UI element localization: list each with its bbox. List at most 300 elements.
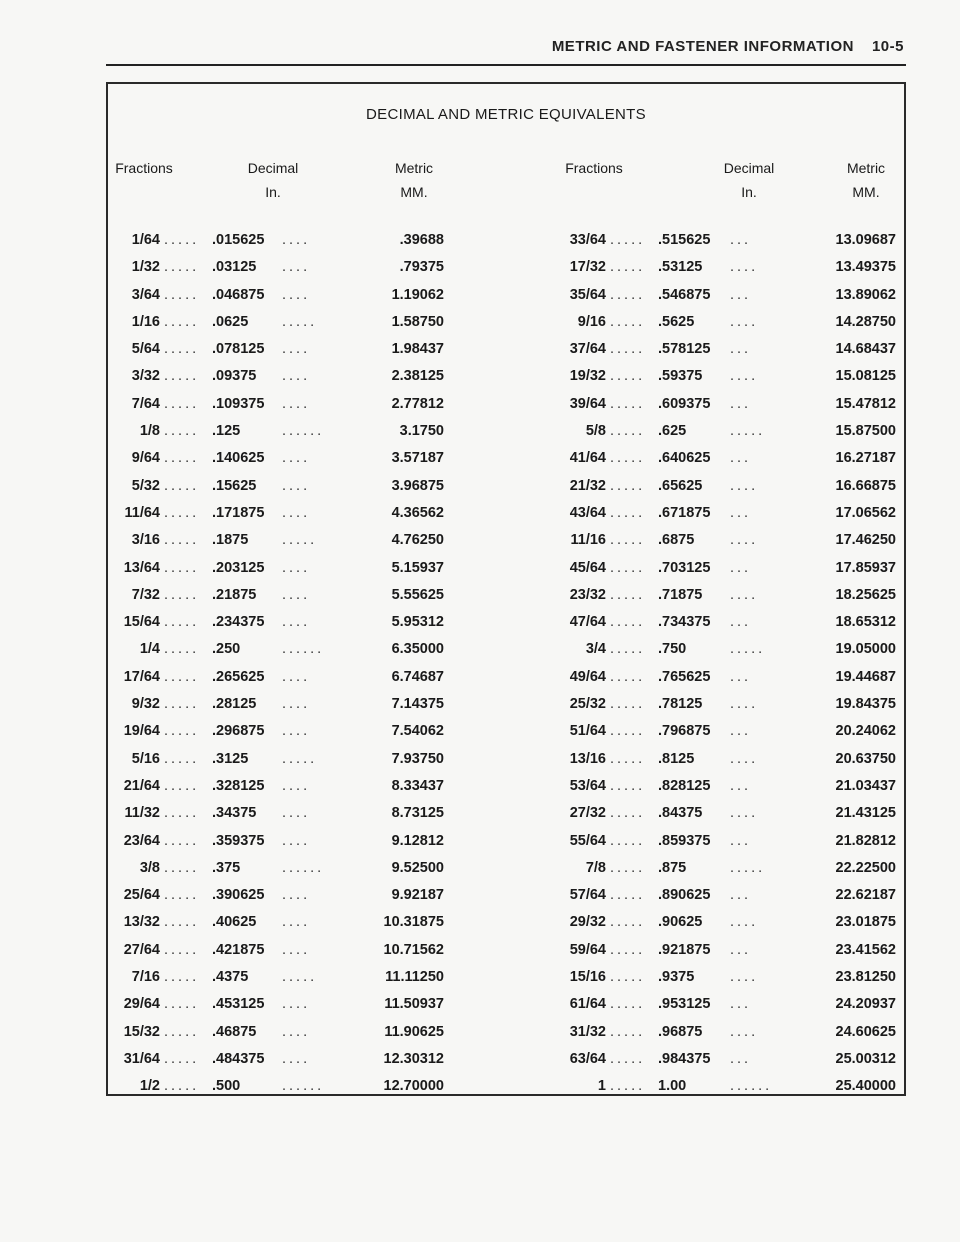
right-frac-cell: 55/64 xyxy=(569,832,606,849)
right-frac-cell: 63/64 xyxy=(569,1050,606,1067)
left-d2-cell: .... xyxy=(282,696,311,713)
right-mm-cell: 20.63750 xyxy=(835,750,896,767)
right-mm-cell: 15.47812 xyxy=(835,395,896,412)
right-frac-cell: 57/64 xyxy=(569,887,606,904)
left-d2-cell: ..... xyxy=(282,313,318,330)
right-dec-cell: .78125 xyxy=(658,696,703,713)
right-frac-cell: 33/64 xyxy=(569,232,606,248)
right-dec-cell: .609375 xyxy=(658,395,711,412)
left-d1-cell: ..... xyxy=(164,668,200,685)
left-d2-cell: .... xyxy=(282,1050,311,1067)
left-d2-cell: ..... xyxy=(282,532,318,549)
left-d2-cell: .... xyxy=(282,395,311,412)
right-d1-cell: ..... xyxy=(610,313,646,330)
left-mm-cell: 5.55625 xyxy=(391,586,444,603)
table-title: DECIMAL AND METRIC EQUIVALENTS xyxy=(366,106,646,123)
left-d1-cell: ..... xyxy=(164,887,200,904)
left-mm-cell: 9.52500 xyxy=(391,859,444,876)
right-mm-cell: 13.09687 xyxy=(835,232,896,248)
right-d2-cell: ... xyxy=(730,450,752,467)
left-mm-cell: 6.74687 xyxy=(391,668,444,685)
left-mm-cell: 1.19062 xyxy=(391,286,444,303)
left-d1-cell: ..... xyxy=(164,641,200,658)
right-dec-cell: .625 xyxy=(658,423,687,440)
right-d2-cell: ... xyxy=(730,559,752,576)
right-dec-cell: .59375 xyxy=(658,368,703,385)
right-d1-cell: ..... xyxy=(610,696,646,713)
left-frac-cell: 11/32 xyxy=(124,805,160,822)
left-dec-cell: .296875 xyxy=(212,723,265,740)
left-d1-cell: ..... xyxy=(164,941,200,958)
right-d2-cell: .... xyxy=(730,477,759,494)
left-mm-cell: 3.96875 xyxy=(391,477,444,494)
right-frac-cell: 15/16 xyxy=(569,969,606,986)
right-dec-cell: .734375 xyxy=(658,614,711,631)
left-mm-cell: 11.90625 xyxy=(384,1023,444,1040)
right-dec-cell: .5625 xyxy=(658,313,695,330)
left-mm-cell: 5.95312 xyxy=(391,614,444,631)
table-row xyxy=(108,450,904,477)
left-frac-cell: 3/8 xyxy=(139,859,160,876)
left-dec-cell: .21875 xyxy=(212,586,257,603)
left-d1-cell: ..... xyxy=(164,1078,200,1095)
right-metric-header: Metric xyxy=(846,160,886,176)
right-dec-cell: 1.00 xyxy=(658,1078,687,1095)
right-mm-cell: 15.87500 xyxy=(835,423,896,440)
left-fractions-header: Fractions xyxy=(115,160,173,176)
left-dec-cell: .265625 xyxy=(212,668,265,685)
table-row xyxy=(108,532,904,559)
left-dec-cell: .34375 xyxy=(212,805,257,822)
left-frac-cell: 5/32 xyxy=(131,477,160,494)
left-d1-cell: ..... xyxy=(164,450,200,467)
left-d2-cell: ...... xyxy=(282,423,325,440)
left-d2-cell: ...... xyxy=(282,859,325,876)
left-dec-cell: .28125 xyxy=(212,696,257,713)
left-frac-cell: 9/32 xyxy=(131,696,160,713)
right-d1-cell: ..... xyxy=(610,423,646,440)
left-dec-cell: .359375 xyxy=(212,832,265,849)
right-d1-cell: ..... xyxy=(610,941,646,958)
right-d1-cell: ..... xyxy=(610,996,646,1013)
right-frac-cell: 9/16 xyxy=(577,313,606,330)
table-row xyxy=(108,341,904,368)
left-d1-cell: ..... xyxy=(164,805,200,822)
table-row xyxy=(108,887,904,914)
table-row xyxy=(108,833,904,860)
left-mm-cell: 1.98437 xyxy=(391,341,444,358)
left-mm-cell: 11.11250 xyxy=(385,969,444,986)
right-d2-cell: ... xyxy=(730,723,752,740)
right-frac-cell: 27/32 xyxy=(569,805,606,822)
left-dec-cell: .03125 xyxy=(212,259,257,276)
left-d2-cell: .... xyxy=(282,777,311,794)
left-d1-cell: ..... xyxy=(164,313,200,330)
left-frac-cell: 23/64 xyxy=(123,832,160,849)
right-d1-cell: ..... xyxy=(610,586,646,603)
table-row xyxy=(108,1078,904,1105)
header-rule xyxy=(106,64,906,66)
section-title: METRIC AND FASTENER INFORMATION xyxy=(551,38,854,55)
right-frac-cell: 29/32 xyxy=(569,914,606,931)
left-frac-cell: 15/64 xyxy=(123,614,160,631)
right-d2-cell: .... xyxy=(730,313,759,330)
table-row xyxy=(108,396,904,423)
left-mm-cell: 10.31875 xyxy=(383,914,444,931)
left-dec-cell: .3125 xyxy=(212,750,249,767)
left-dec-cell: .1875 xyxy=(212,532,249,549)
left-d2-cell: .... xyxy=(282,232,311,248)
left-frac-cell: 5/64 xyxy=(131,341,160,358)
right-mm-cell: 14.28750 xyxy=(835,313,896,330)
right-d1-cell: ..... xyxy=(610,1078,646,1095)
right-d2-cell: .... xyxy=(730,368,759,385)
right-d1-cell: ..... xyxy=(610,395,646,412)
left-d1-cell: ..... xyxy=(164,586,200,603)
right-fractions-header: Fractions xyxy=(565,160,623,176)
left-d1-cell: ..... xyxy=(164,832,200,849)
right-d2-cell: .... xyxy=(730,750,759,767)
right-d2-cell: ... xyxy=(730,668,752,685)
right-d2-cell: .... xyxy=(730,914,759,931)
right-frac-cell: 17/32 xyxy=(569,259,606,276)
left-mm-cell: 4.76250 xyxy=(391,532,444,549)
right-d2-cell: ... xyxy=(730,286,752,303)
left-mm-cell: 3.1750 xyxy=(399,423,444,440)
right-frac-cell: 5/8 xyxy=(585,423,606,440)
right-d2-cell: ...... xyxy=(730,1078,773,1095)
table-row xyxy=(108,969,904,996)
right-dec-cell: .953125 xyxy=(658,996,711,1013)
table-row xyxy=(108,287,904,314)
left-d1-cell: ..... xyxy=(164,532,200,549)
right-mm-cell: 24.60625 xyxy=(835,1023,896,1040)
right-d1-cell: ..... xyxy=(610,914,646,931)
table-row xyxy=(108,232,904,259)
right-frac-cell: 21/32 xyxy=(569,477,606,494)
left-d1-cell: ..... xyxy=(164,777,200,794)
right-dec-cell: .859375 xyxy=(658,832,711,849)
right-metric-unit: MM. xyxy=(852,184,880,200)
left-frac-cell: 7/16 xyxy=(131,969,160,986)
table-row xyxy=(108,560,904,587)
left-d1-cell: ..... xyxy=(164,859,200,876)
table-row xyxy=(108,1024,904,1051)
right-d1-cell: ..... xyxy=(610,532,646,549)
left-d2-cell: .... xyxy=(282,941,311,958)
left-d2-cell: .... xyxy=(282,914,311,931)
left-mm-cell: 7.93750 xyxy=(391,750,444,767)
left-d1-cell: ..... xyxy=(164,477,200,494)
right-d2-cell: .... xyxy=(730,259,759,276)
right-d1-cell: ..... xyxy=(610,969,646,986)
left-dec-cell: .15625 xyxy=(212,477,257,494)
left-d1-cell: ..... xyxy=(164,368,200,385)
left-mm-cell: 10.71562 xyxy=(383,941,444,958)
left-d1-cell: ..... xyxy=(164,259,200,276)
right-dec-cell: .875 xyxy=(658,859,687,876)
right-frac-cell: 39/64 xyxy=(569,395,606,412)
left-d1-cell: ..... xyxy=(164,723,200,740)
left-mm-cell: 4.36562 xyxy=(391,504,444,521)
right-d1-cell: ..... xyxy=(610,750,646,767)
right-dec-cell: .750 xyxy=(658,641,687,658)
right-mm-cell: 18.65312 xyxy=(835,614,896,631)
left-d2-cell: .... xyxy=(282,504,311,521)
left-frac-cell: 1/32 xyxy=(131,259,160,276)
left-d1-cell: ..... xyxy=(164,996,200,1013)
left-d2-cell: .... xyxy=(282,586,311,603)
left-frac-cell: 1/2 xyxy=(139,1078,160,1095)
page-number: 10-5 xyxy=(871,38,904,55)
left-mm-cell: 11.50937 xyxy=(384,996,444,1013)
left-d2-cell: .... xyxy=(282,559,311,576)
left-frac-cell: 7/32 xyxy=(131,586,160,603)
right-mm-cell: 22.22500 xyxy=(835,859,896,876)
left-d2-cell: .... xyxy=(282,805,311,822)
right-d2-cell: ... xyxy=(730,887,752,904)
left-dec-cell: .078125 xyxy=(212,341,265,358)
right-mm-cell: 15.08125 xyxy=(835,368,896,385)
right-d2-cell: .... xyxy=(730,969,759,986)
right-dec-cell: .71875 xyxy=(658,586,703,603)
right-d1-cell: ..... xyxy=(610,232,646,248)
right-d2-cell: ... xyxy=(730,996,752,1013)
left-frac-cell: 3/64 xyxy=(131,286,160,303)
right-dec-cell: .546875 xyxy=(658,286,711,303)
right-frac-cell: 43/64 xyxy=(569,504,606,521)
left-d2-cell: .... xyxy=(282,259,311,276)
left-d2-cell: ...... xyxy=(282,641,325,658)
table-row xyxy=(108,368,904,395)
right-d1-cell: ..... xyxy=(610,641,646,658)
left-dec-cell: .015625 xyxy=(212,232,265,248)
right-dec-cell: .796875 xyxy=(658,723,711,740)
running-head xyxy=(552,38,904,55)
right-d1-cell: ..... xyxy=(610,477,646,494)
table-row xyxy=(108,587,904,614)
left-frac-cell: 25/64 xyxy=(123,887,160,904)
left-d1-cell: ..... xyxy=(164,423,200,440)
left-frac-cell: 7/64 xyxy=(131,395,160,412)
right-dec-cell: .65625 xyxy=(658,477,703,494)
table-row xyxy=(108,259,904,286)
right-mm-cell: 24.20937 xyxy=(835,996,896,1013)
left-frac-cell: 9/64 xyxy=(131,450,160,467)
left-frac-cell: 3/16 xyxy=(131,532,160,549)
left-frac-cell: 1/16 xyxy=(131,313,160,330)
right-mm-cell: 21.03437 xyxy=(835,777,896,794)
right-frac-cell: 61/64 xyxy=(569,996,606,1013)
right-d1-cell: ..... xyxy=(610,859,646,876)
left-d2-cell: ...... xyxy=(282,1078,325,1095)
left-d1-cell: ..... xyxy=(164,504,200,521)
right-d2-cell: .... xyxy=(730,532,759,549)
left-frac-cell: 1/64 xyxy=(131,232,160,248)
right-mm-cell: 25.40000 xyxy=(835,1078,896,1095)
left-frac-cell: 13/32 xyxy=(123,914,160,931)
left-d2-cell: .... xyxy=(282,996,311,1013)
left-dec-cell: .328125 xyxy=(212,777,265,794)
right-frac-cell: 53/64 xyxy=(569,777,606,794)
right-frac-cell: 1 xyxy=(597,1078,606,1095)
left-dec-cell: .421875 xyxy=(212,941,265,958)
left-dec-cell: .234375 xyxy=(212,614,265,631)
left-frac-cell: 1/8 xyxy=(139,423,160,440)
right-dec-cell: .984375 xyxy=(658,1050,711,1067)
right-frac-cell: 41/64 xyxy=(569,450,606,467)
right-frac-cell: 49/64 xyxy=(569,668,606,685)
table-row xyxy=(108,478,904,505)
right-frac-cell: 35/64 xyxy=(569,286,606,303)
right-frac-cell: 25/32 xyxy=(569,696,606,713)
left-d1-cell: ..... xyxy=(164,232,200,248)
left-dec-cell: .125 xyxy=(212,423,241,440)
right-frac-cell: 59/64 xyxy=(569,941,606,958)
left-frac-cell: 13/64 xyxy=(123,559,160,576)
left-metric-unit: MM. xyxy=(400,184,428,200)
right-mm-cell: 19.84375 xyxy=(835,696,896,713)
table-row xyxy=(108,641,904,668)
left-mm-cell: 7.54062 xyxy=(391,723,444,740)
right-d2-cell: ... xyxy=(730,941,752,958)
right-d1-cell: ..... xyxy=(610,1023,646,1040)
left-d2-cell: ..... xyxy=(282,969,318,986)
table-row xyxy=(108,996,904,1023)
table-body xyxy=(108,232,904,1106)
left-mm-cell: 2.38125 xyxy=(391,368,444,385)
left-mm-cell: 12.70000 xyxy=(383,1078,444,1095)
right-mm-cell: 14.68437 xyxy=(835,341,896,358)
left-dec-cell: .109375 xyxy=(212,395,265,412)
left-d1-cell: ..... xyxy=(164,286,200,303)
table-row xyxy=(108,1051,904,1078)
right-d1-cell: ..... xyxy=(610,614,646,631)
left-d1-cell: ..... xyxy=(164,969,200,986)
left-frac-cell: 31/64 xyxy=(123,1050,160,1067)
left-decimal-unit: In. xyxy=(265,184,281,200)
left-d2-cell: .... xyxy=(282,614,311,631)
table-row xyxy=(108,942,904,969)
right-mm-cell: 22.62187 xyxy=(835,887,896,904)
right-dec-cell: .578125 xyxy=(658,341,711,358)
right-d2-cell: ... xyxy=(730,504,752,521)
left-dec-cell: .453125 xyxy=(212,996,265,1013)
right-dec-cell: .84375 xyxy=(658,805,703,822)
right-d2-cell: ..... xyxy=(730,641,766,658)
table-row xyxy=(108,751,904,778)
right-mm-cell: 21.82812 xyxy=(835,832,896,849)
left-d2-cell: .... xyxy=(282,1023,311,1040)
right-d2-cell: ..... xyxy=(730,859,766,876)
left-mm-cell: 8.33437 xyxy=(391,777,444,794)
left-frac-cell: 17/64 xyxy=(123,668,160,685)
right-dec-cell: .90625 xyxy=(658,914,703,931)
right-frac-cell: 13/16 xyxy=(569,750,606,767)
left-mm-cell: 7.14375 xyxy=(391,696,444,713)
left-dec-cell: .09375 xyxy=(212,368,257,385)
left-frac-cell: 3/32 xyxy=(131,368,160,385)
left-dec-cell: .390625 xyxy=(212,887,265,904)
right-mm-cell: 17.85937 xyxy=(835,559,896,576)
left-dec-cell: .250 xyxy=(212,641,241,658)
left-d1-cell: ..... xyxy=(164,395,200,412)
left-d1-cell: ..... xyxy=(164,1050,200,1067)
right-mm-cell: 13.89062 xyxy=(835,286,896,303)
right-mm-cell: 19.05000 xyxy=(835,641,896,658)
right-d1-cell: ..... xyxy=(610,368,646,385)
right-d1-cell: ..... xyxy=(610,1050,646,1067)
right-d2-cell: ... xyxy=(730,395,752,412)
right-d2-cell: ..... xyxy=(730,423,766,440)
right-d2-cell: .... xyxy=(730,696,759,713)
left-frac-cell: 27/64 xyxy=(123,941,160,958)
left-d2-cell: .... xyxy=(282,286,311,303)
left-d1-cell: ..... xyxy=(164,614,200,631)
left-frac-cell: 21/64 xyxy=(123,777,160,794)
left-mm-cell: 6.35000 xyxy=(391,641,444,658)
table-row xyxy=(108,860,904,887)
left-dec-cell: .40625 xyxy=(212,914,257,931)
table-row xyxy=(108,696,904,723)
right-dec-cell: .921875 xyxy=(658,941,711,958)
table-row xyxy=(108,669,904,696)
right-mm-cell: 16.66875 xyxy=(835,477,896,494)
table-row xyxy=(108,505,904,532)
right-mm-cell: 19.44687 xyxy=(835,668,896,685)
right-d2-cell: .... xyxy=(730,805,759,822)
left-dec-cell: .046875 xyxy=(212,286,265,303)
right-d1-cell: ..... xyxy=(610,832,646,849)
right-d1-cell: ..... xyxy=(610,341,646,358)
right-d1-cell: ..... xyxy=(610,723,646,740)
equivalents-table xyxy=(106,82,906,1096)
left-mm-cell: 1.58750 xyxy=(391,313,444,330)
right-dec-cell: .890625 xyxy=(658,887,711,904)
left-frac-cell: 19/64 xyxy=(123,723,160,740)
left-frac-cell: 15/32 xyxy=(123,1023,160,1040)
right-frac-cell: 37/64 xyxy=(569,341,606,358)
right-frac-cell: 47/64 xyxy=(569,614,606,631)
left-frac-cell: 5/16 xyxy=(131,750,160,767)
left-mm-cell: .39688 xyxy=(399,232,444,248)
right-d2-cell: ... xyxy=(730,341,752,358)
left-mm-cell: 9.92187 xyxy=(391,887,444,904)
left-frac-cell: 11/64 xyxy=(124,504,160,521)
right-frac-cell: 19/32 xyxy=(569,368,606,385)
table-row xyxy=(108,723,904,750)
left-mm-cell: .79375 xyxy=(399,259,444,276)
right-decimal-unit: In. xyxy=(741,184,757,200)
right-dec-cell: .6875 xyxy=(658,532,695,549)
left-mm-cell: 8.73125 xyxy=(391,805,444,822)
table-row xyxy=(108,314,904,341)
left-d2-cell: .... xyxy=(282,341,311,358)
right-mm-cell: 17.06562 xyxy=(835,504,896,521)
right-d1-cell: ..... xyxy=(610,805,646,822)
right-dec-cell: .703125 xyxy=(658,559,711,576)
left-d2-cell: .... xyxy=(282,668,311,685)
left-d2-cell: .... xyxy=(282,477,311,494)
right-mm-cell: 18.25625 xyxy=(835,586,896,603)
right-mm-cell: 20.24062 xyxy=(835,723,896,740)
right-decimal-header: Decimal xyxy=(723,160,775,176)
right-dec-cell: .515625 xyxy=(658,232,711,248)
right-d2-cell: ... xyxy=(730,614,752,631)
right-frac-cell: 3/4 xyxy=(585,641,606,658)
table-row xyxy=(108,778,904,805)
left-dec-cell: .4375 xyxy=(212,969,249,986)
